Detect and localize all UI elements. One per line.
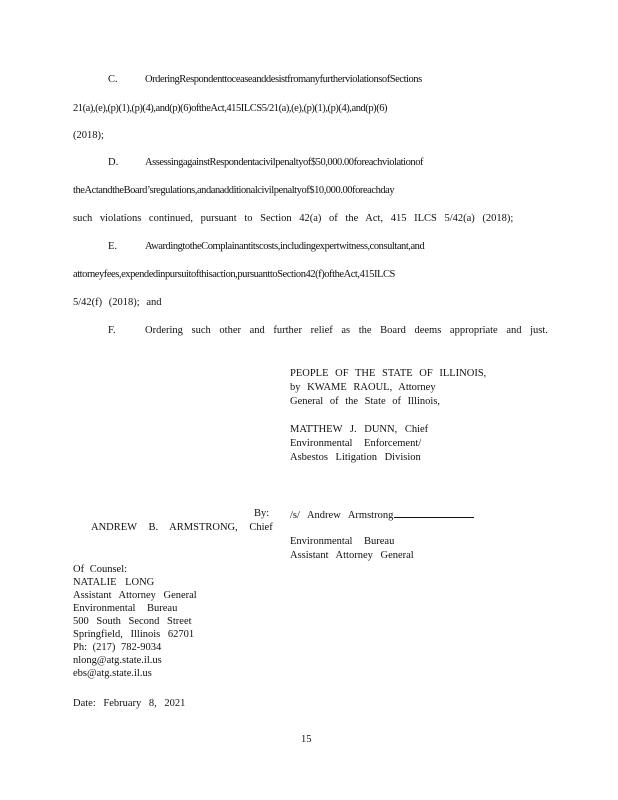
item-d-line-2: theActandtheBoard’sregulations,andanadditionalcivilpenaltyof$10,000.00foreachday — [73, 185, 395, 196]
counsel-line: Assistant Attorney General — [73, 590, 197, 601]
bureau-line-1: Environmental Bureau — [290, 536, 395, 547]
by-label: By: — [254, 508, 270, 519]
signature-text: /s/ Andrew Armstrong — [290, 510, 394, 521]
dunn-line-3: Asbestos Litigation Division — [290, 452, 421, 463]
armstrong-line: ANDREW B. ARMSTRONG, Chief — [91, 522, 273, 533]
counsel-line: Environmental Bureau — [73, 603, 178, 614]
item-d-line-1: AssessingagainstRespondentacivilpenaltyof$50,000.00foreachviolationof — [145, 157, 424, 168]
item-c-line-1: OrderingRespondenttoceaseanddesistfromanyfurtherviolationsofSections — [145, 74, 422, 85]
people-line-1: PEOPLE OF THE STATE OF ILLINOIS, — [290, 368, 487, 379]
bureau-line-2: Assistant Attorney General — [290, 550, 414, 561]
item-d-letter: D. — [108, 157, 119, 168]
item-f-line-1: Ordering such other and further relief as the Board deems appropriate and just. — [145, 325, 548, 336]
counsel-email: ebs@atg.state.il.us — [73, 668, 152, 679]
people-line-2: by KWAME RAOUL, Attorney — [290, 382, 436, 393]
counsel-line: Springfield, Illinois 62701 — [73, 629, 195, 640]
date-line: Date: February 8, 2021 — [73, 698, 186, 709]
item-c-letter: C. — [108, 74, 118, 85]
signature-line — [290, 508, 474, 522]
item-d-line-3: such violations continued, pursuant to Section 42(a) of the Act, 415 ILCS 5/42(a) (2018); — [73, 213, 514, 224]
counsel-heading: Of Counsel: — [73, 564, 128, 575]
dunn-line-2: Environmental Enforcement/ — [290, 438, 422, 449]
item-e-line-1: AwardingtotheComplainantitscosts,includingexpertwitness,consultant,and — [145, 241, 425, 252]
counsel-line: 500 South Second Street — [73, 616, 192, 627]
item-e-letter: E. — [108, 241, 118, 252]
item-e-line-3: 5/42(f) (2018); and — [73, 297, 162, 308]
item-c-line-2: 21(a),(e),(p)(1),(p)(4),and(p)(6)oftheAct,415ILCS5/21(a),(e),(p)(1),(p)(4),and(p)(6) — [73, 103, 388, 114]
signature-underline — [394, 508, 474, 518]
item-f-letter: F. — [108, 325, 116, 336]
item-e-line-2: attorneyfees,expendedinpursuitofthisaction,pursuanttoSection42(f)oftheAct,415ILCS — [73, 269, 395, 280]
counsel-email: nlong@atg.state.il.us — [73, 655, 162, 666]
page-number: 15 — [301, 734, 312, 745]
counsel-line: NATALIE LONG — [73, 577, 155, 588]
counsel-line: Ph: (217) 782-9034 — [73, 642, 162, 653]
dunn-line-1: MATTHEW J. DUNN, Chief — [290, 424, 429, 435]
people-line-3: General of the State of Illinois, — [290, 396, 441, 407]
item-c-line-3: (2018); — [73, 130, 104, 141]
